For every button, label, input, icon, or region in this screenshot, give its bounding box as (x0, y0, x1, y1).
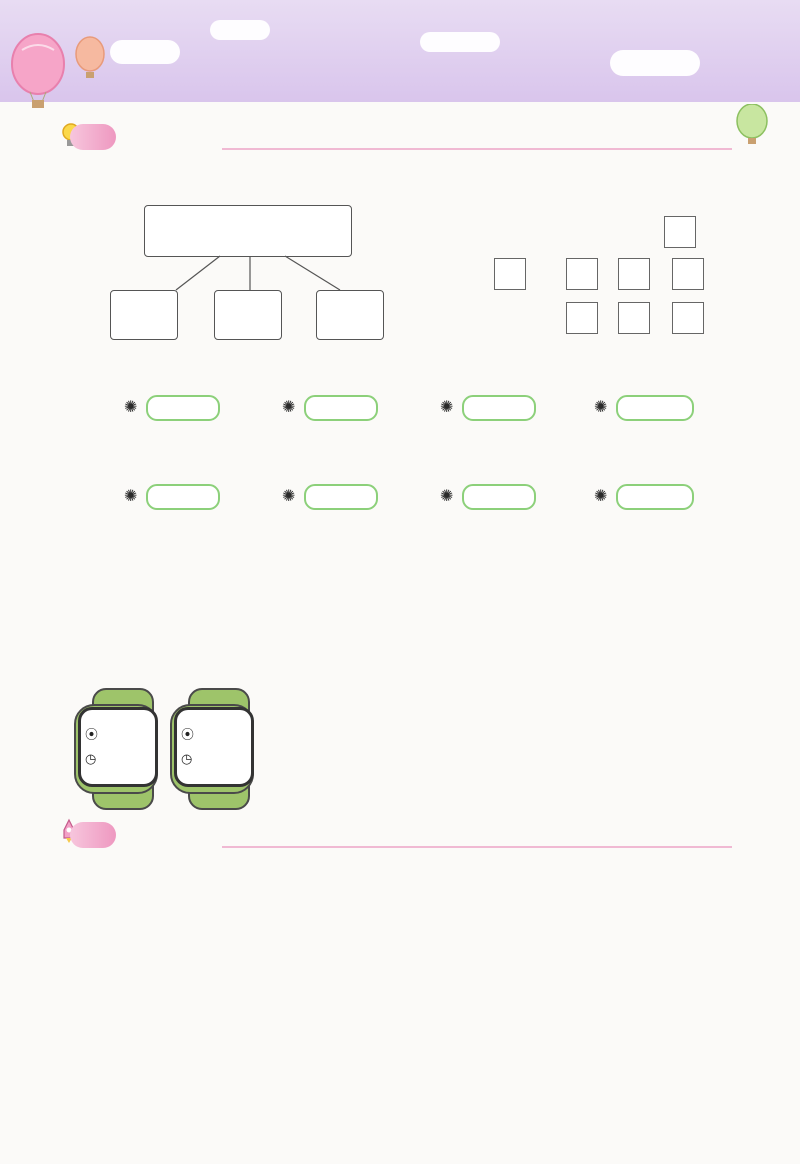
answer-box[interactable] (566, 258, 598, 290)
card-text (304, 484, 378, 510)
sticks-group-3 (316, 290, 384, 340)
cloud-decoration (610, 50, 700, 76)
answer-box[interactable] (618, 302, 650, 334)
watch-screen (174, 707, 254, 787)
balloon-icon (735, 104, 769, 146)
section-label-basic (70, 124, 116, 150)
cloud-decoration (210, 20, 270, 40)
sticks-illustration (317, 291, 383, 339)
section-label-advanced (70, 822, 116, 848)
answer-box[interactable] (672, 258, 704, 290)
section-divider (222, 846, 732, 848)
bee-icon: ✺ (440, 397, 454, 416)
answer-box[interactable] (494, 258, 526, 290)
balloon-icon (8, 30, 118, 110)
bee-icon: ✺ (124, 397, 138, 416)
cloud-decoration (420, 32, 500, 52)
sticks-group-1 (110, 290, 178, 340)
card-text (462, 484, 536, 510)
sticks-group-2 (214, 290, 282, 340)
card-text (462, 395, 536, 421)
clock-icon: ◷ (85, 752, 97, 767)
card-text (146, 484, 220, 510)
card-text (616, 395, 694, 421)
bee-icon: ✺ (282, 397, 296, 416)
clock-icon: ◷ (181, 752, 193, 767)
section-divider (222, 148, 732, 150)
sticks-illustration (111, 291, 177, 339)
bee-icon: ✺ (594, 486, 608, 505)
bee-icon: ✺ (440, 486, 454, 505)
location-pin-icon: ⦿ (181, 728, 195, 743)
sticks-illustration (215, 291, 281, 339)
answer-box[interactable] (566, 302, 598, 334)
header-banner (0, 0, 800, 102)
bee-icon: ✺ (594, 397, 608, 416)
location-pin-icon: ⦿ (85, 728, 99, 743)
answer-box[interactable] (618, 258, 650, 290)
sticks-illustration (145, 206, 351, 256)
sticks-bundle-frame (144, 205, 352, 257)
card-text (146, 395, 220, 421)
connector-lines (140, 254, 360, 292)
answer-box[interactable] (672, 302, 704, 334)
answer-box[interactable] (664, 216, 696, 248)
cloud-decoration (110, 40, 180, 64)
bee-icon: ✺ (124, 486, 138, 505)
card-text (616, 484, 694, 510)
watch-screen (78, 707, 158, 787)
bee-icon: ✺ (282, 486, 296, 505)
card-text (304, 395, 378, 421)
